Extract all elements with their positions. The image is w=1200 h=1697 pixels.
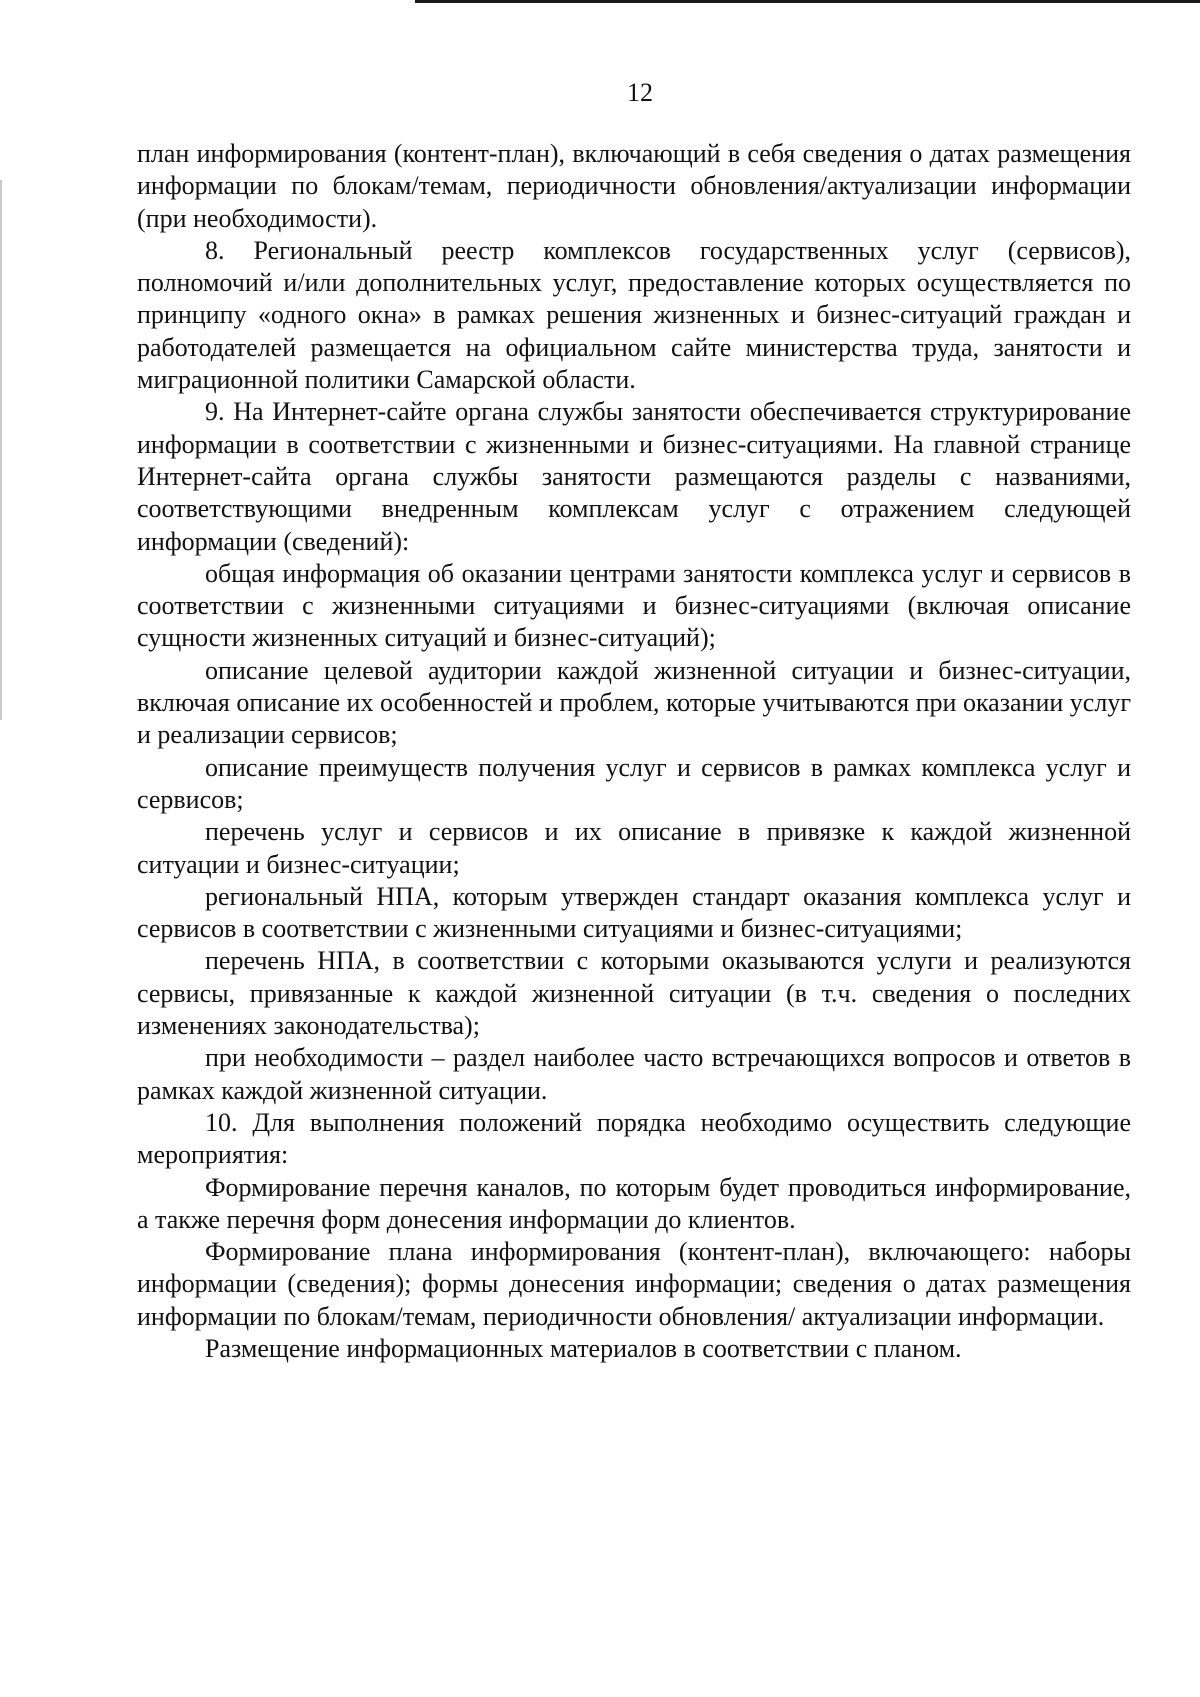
list-item-target-audience: описание целевой аудитории каждой жизненной ситуации и бизнес-ситуации, включая описание их особенностей и проблем, которые учитываются при оказании услуг и реализации сервисов; bbox=[137, 655, 1131, 750]
measure-placement: Размещение информационных материалов в соответствии с планом. bbox=[205, 1333, 962, 1363]
list-item-regional-npa: региональный НПА, которым утвержден стандарт оказания комплекса услуг и сервисов в соответствии с жизненными ситуациями и бизнес-ситуациями; bbox=[137, 881, 1131, 944]
page-number: 12 bbox=[627, 78, 653, 107]
measure-channels-list: Формирование перечня каналов, по которым будет проводиться информирование, а также перечня форм донесения информации до клиентов. bbox=[137, 1172, 1131, 1234]
paragraph-8-regional-registry: 8. Региональный реестр комплексов государственных услуг (сервисов), полномочий и/или дополнительных услуг, предоставление которых осуществляется по принципу «одного окна» в рамках решения жизненных и бизнес-ситуаций граждан и работодателей размещается на официальном сайте министерства труда, занятости и миграционной политики Самарской области. bbox=[137, 235, 1131, 395]
list-item-general-information: общая информация об оказании центрами занятости комплекса услуг и сервисов в соответствии с жизненными ситуациями и бизнес-ситуациями (включая описание сущности жизненных ситуаций и бизнес-ситуаций); bbox=[137, 558, 1131, 653]
paragraph-9-website-structure: 9. На Интернет-сайте органа службы занятости обеспечивается структурирование информации в соответствии с жизненными и бизнес-ситуациями. На главной странице Интернет-сайта органа службы занятости размещаются разделы с названиями, соответствующими внедренным комплексам услуг с отражением следующей информации (сведений): bbox=[137, 397, 1131, 556]
list-item-advantages: описание преимуществ получения услуг и сервисов в рамках комплекса услуг и сервисов; bbox=[137, 752, 1131, 814]
list-item-services-list: перечень услуг и сервисов и их описание в привязке к каждой жизненной ситуации и бизнес-ситуации; bbox=[137, 817, 1131, 879]
paragraph-content-plan-continuation: план информирования (контент-план), включающий в себя сведения о датах размещения информации по блокам/темам, периодичности обновления/актуализации информации (при необходимости). bbox=[137, 139, 1131, 233]
scan-left-edge bbox=[0, 180, 2, 720]
list-item-faq-section: при необходимости – раздел наиболее часто встречающихся вопросов и ответов в рамках каждой жизненной ситуации. bbox=[137, 1043, 1131, 1105]
measure-content-plan: Формирование плана информирования (контент-план), включающего: наборы информации (сведения); формы донесения информации; сведения о датах размещения информации по блокам/темам, периодичности обновления/ актуализации информации. bbox=[137, 1237, 1131, 1331]
document-body bbox=[137, 138, 1131, 1365]
paragraph-10-measures: 10. Для выполнения положений порядка необходимо осуществить следующие мероприятия: bbox=[137, 1107, 1131, 1170]
scan-top-border bbox=[415, 0, 1200, 3]
list-item-npa-list: перечень НПА, в соответствии с которыми оказываются услуги и реализуются сервисы, привязанные к каждой жизненной ситуации (в т.ч. сведения о последних изменениях законодательства); bbox=[137, 946, 1131, 1041]
